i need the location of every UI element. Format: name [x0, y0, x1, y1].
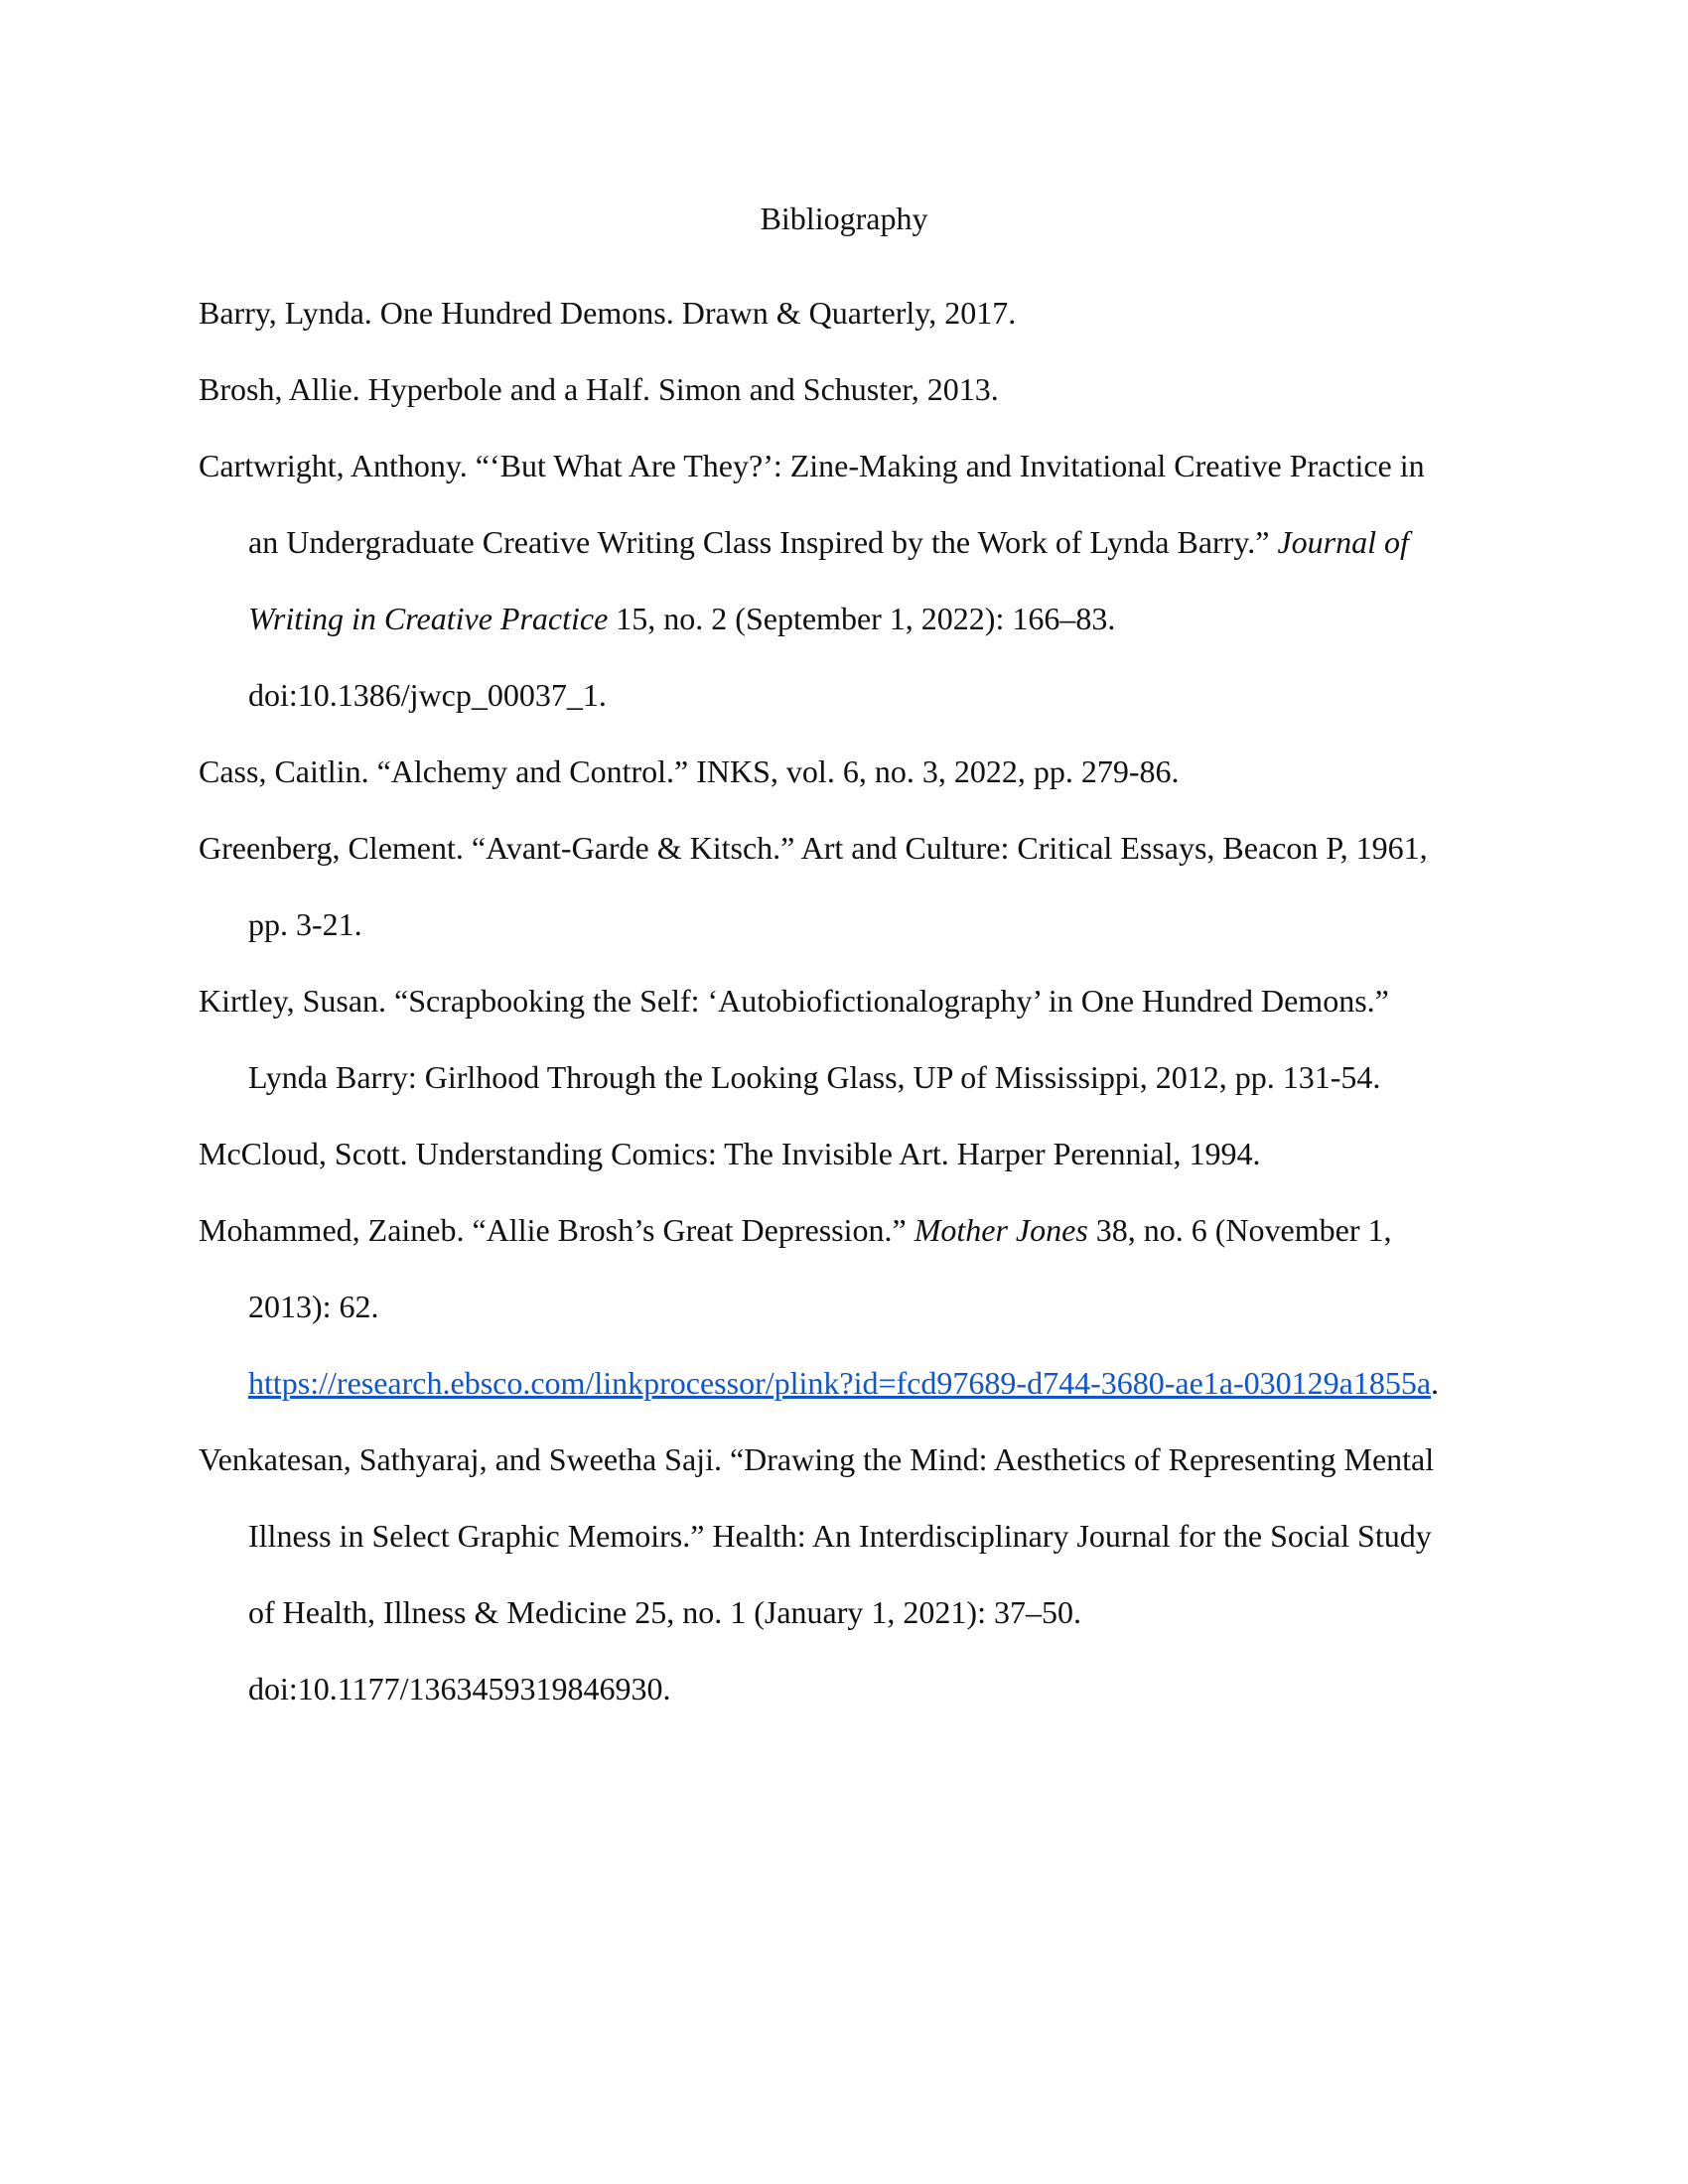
- entry-line: Barry, Lynda. One Hundred Demons. Drawn & Quarterly, 2017.: [199, 295, 1017, 331]
- entry-doi: doi:10.1386/jwcp_00037_1.: [248, 677, 607, 713]
- entry-doi: doi:10.1177/1363459319846930.: [248, 1671, 671, 1706]
- entry-text: 38, no. 6 (November 1,: [1087, 1212, 1392, 1248]
- entry-line: Venkatesan, Sathyaraj, and Sweetha Saji. “Drawing the Mind: Aesthetics of Representing Mental: [199, 1441, 1435, 1477]
- bibliography-entry-venkatesan: [199, 1422, 1499, 1727]
- bibliography-entry-brosh: [199, 351, 1499, 428]
- bibliography-entry-greenberg: [199, 810, 1499, 963]
- entry-line: [199, 504, 1499, 581]
- entry-text: Mohammed, Zaineb. “Allie Brosh’s Great Depression.”: [199, 1212, 914, 1248]
- bibliography-entry-cass: [199, 734, 1499, 810]
- entry-line: McCloud, Scott. Understanding Comics: The Invisible Art. Harper Perennial, 1994.: [199, 1136, 1261, 1171]
- entry-line: Kirtley, Susan. “Scrapbooking the Self: ‘Autobiofictionalography’ in One Hundred Demons.”: [199, 983, 1389, 1019]
- entry-line: [199, 1192, 1499, 1269]
- entry-line: Lynda Barry: Girlhood Through the Looking Glass, UP of Mississippi, 2012, pp. 131-54.: [248, 1059, 1381, 1095]
- entry-text: .: [1431, 1365, 1440, 1401]
- bibliography-entry-cartwright: [199, 428, 1499, 734]
- journal-title: Journal of: [1277, 524, 1409, 560]
- entry-line: [199, 581, 1499, 657]
- entry-line: Greenberg, Clement. “Avant-Garde & Kitsch.” Art and Culture: Critical Essays, Beacon P, 1961,: [199, 830, 1428, 866]
- bibliography-list: [199, 275, 1499, 1727]
- entry-line: 2013): 62.: [248, 1289, 379, 1324]
- entry-line: [199, 1345, 1499, 1422]
- entry-line: pp. 3-21.: [248, 906, 362, 942]
- entry-line: Cass, Caitlin. “Alchemy and Control.” INKS, vol. 6, no. 3, 2022, pp. 279-86.: [199, 753, 1180, 789]
- journal-title: Writing in Creative Practice: [248, 601, 609, 636]
- page-title: Bibliography: [760, 201, 928, 236]
- entry-line: Cartwright, Anthony. “‘But What Are They?’: Zine-Making and Invitational Creative Practice in: [199, 448, 1425, 483]
- entry-text: 15, no. 2 (September 1, 2022): 166–83.: [608, 601, 1116, 636]
- entry-text: an Undergraduate Creative Writing Class Inspired by the Work of Lynda Barry.”: [248, 524, 1278, 560]
- bibliography-entry-mccloud: [199, 1116, 1499, 1192]
- entry-line: Illness in Select Graphic Memoirs.” Health: An Interdisciplinary Journal for the Social Study: [248, 1518, 1432, 1554]
- bibliography-entry-kirtley: [199, 963, 1499, 1116]
- bibliography-entry-barry: [199, 275, 1499, 351]
- journal-title: Mother Jones: [914, 1212, 1088, 1248]
- ebsco-link[interactable]: https://research.ebsco.com/linkprocessor/plink?id=fcd97689-d744-3680-ae1a-030129a1855a: [248, 1365, 1432, 1401]
- bibliography-entry-mohammed: [199, 1192, 1499, 1422]
- entry-line: Brosh, Allie. Hyperbole and a Half. Simon and Schuster, 2013.: [199, 371, 999, 407]
- entry-line: of Health, Illness & Medicine 25, no. 1 (January 1, 2021): 37–50.: [248, 1594, 1081, 1630]
